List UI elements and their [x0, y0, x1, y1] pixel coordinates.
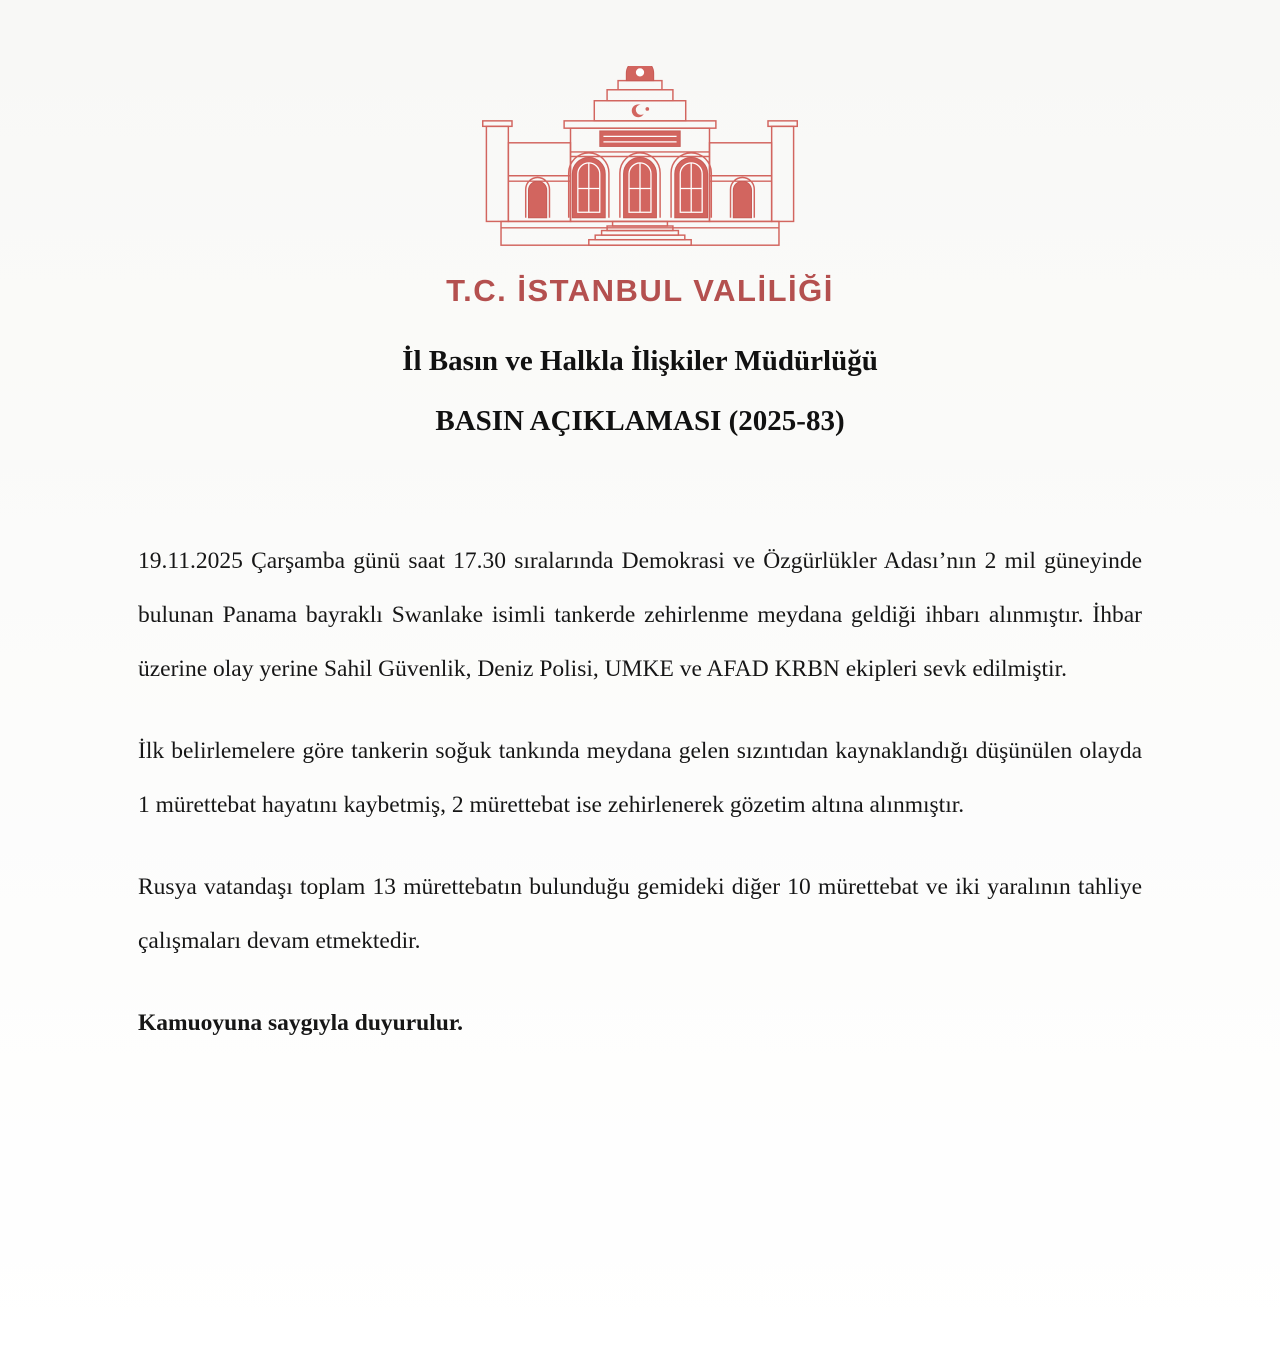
press-release-title: BASIN AÇIKLAMASI (2025-83)	[435, 405, 845, 437]
press-release-body	[138, 534, 1142, 1050]
department-title: İl Basın ve Halkla İlişkiler Müdürlüğü	[402, 345, 878, 377]
closing-line: Kamuoyuna saygıyla duyurulur.	[138, 1010, 463, 1036]
governorship-logo	[0, 66, 1280, 309]
body-paragraph-3: Rusya vatandaşı toplam 13 mürettebatın bulunduğu gemideki diğer 10 mürettebat ve iki yaralının tahliye çalışmaları devam etmektedir.	[138, 874, 1142, 954]
logo-org-name: T.C. İSTANBUL VALİLİĞİ	[446, 273, 834, 308]
body-paragraph-1: 19.11.2025 Çarşamba günü saat 17.30 sıralarında Demokrasi ve Özgürlükler Adası’nın 2 mil güneyinde bulunan Panama bayraklı Swanlake isimli tankerde zehirlenme meydana geldiği ihbarı alınmıştır. İhbar üzerine olay yerine Sahil Güvenlik, Deniz Polisi, UMKE ve AFAD KRBN ekipleri sevk edilmiştir.	[138, 548, 1142, 682]
body-paragraph-2: İlk belirlemelere göre tankerin soğuk tankında meydana gelen sızıntıdan kaynaklandığı düşünülen olayda 1 mürettebat hayatını kaybetmiş, 2 mürettebat ise zehirlenerek gözetim altına alınmıştır.	[138, 738, 1142, 818]
governorship-building-icon	[475, 66, 805, 258]
